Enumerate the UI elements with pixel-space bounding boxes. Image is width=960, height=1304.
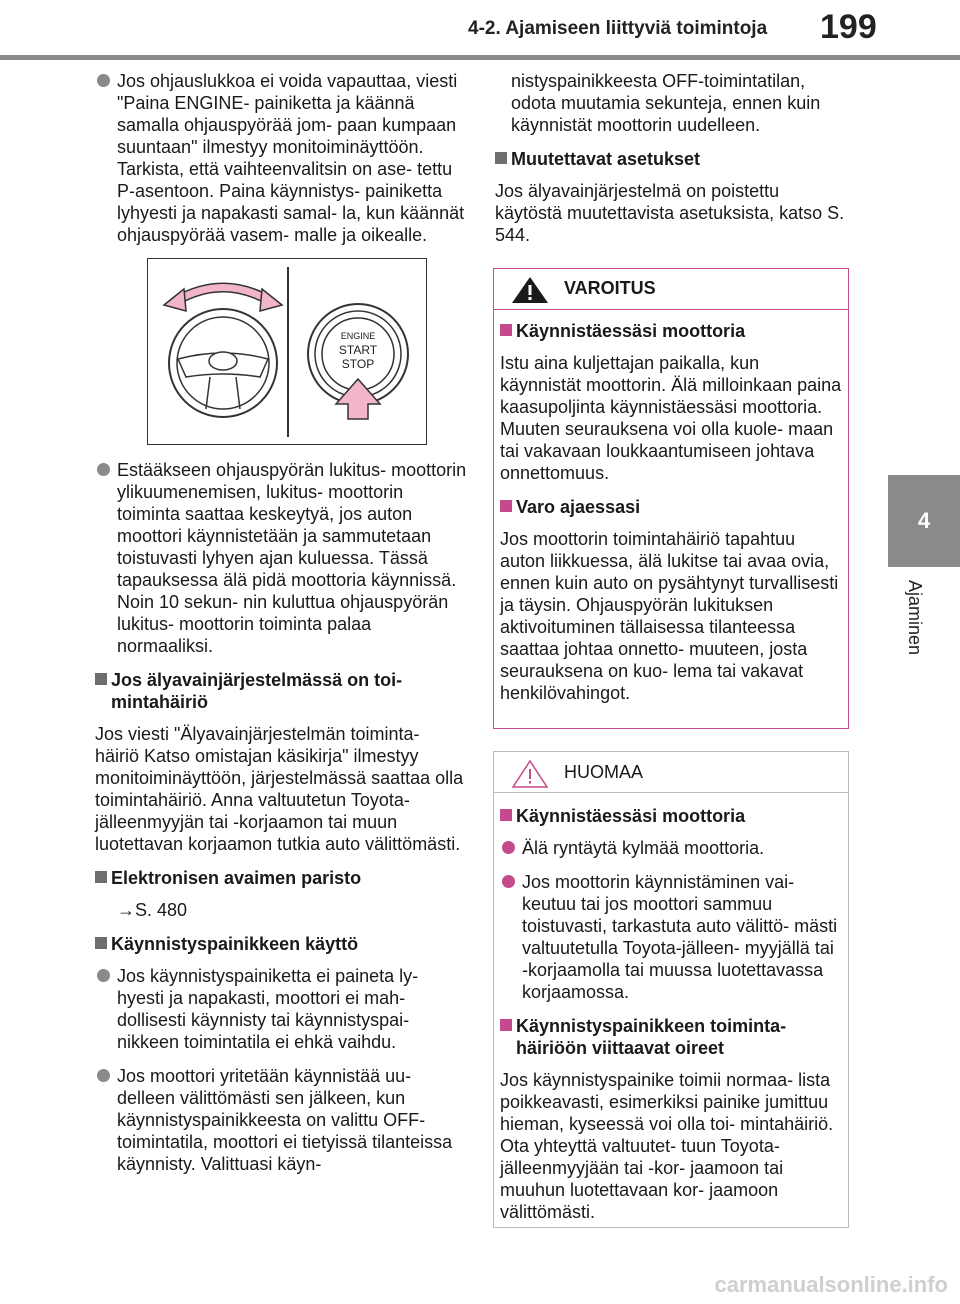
bullet-text: Jos käynnistyspainiketta ei paineta ly- hyesti ja napakasti, moottori ei mah- dollisesti käynnisty tai käynnistyspai- nikkeen toimintatila ei ehkä vaihdu. xyxy=(117,966,419,1052)
bullet-press-briefly xyxy=(95,965,467,1053)
button-label-start: START xyxy=(338,343,378,357)
heading-square-icon xyxy=(500,809,512,821)
bullet-steering-lock xyxy=(95,70,467,246)
steering-wheel-illustration xyxy=(148,259,426,444)
bullet-text: Älä ryntäytä kylmää moottoria. xyxy=(522,838,765,858)
bullet-dot-icon xyxy=(97,1069,110,1082)
bullet-text: Jos moottorin käynnistäminen vai- keutuu tai jos moottori sammuu toistuvasti, tarkastuta auto välittö- mästi valtuutetulla Toyota-jälleen- myyjällä tai -korjaamolla tai muussa luotettavassa korjaamossa. xyxy=(522,872,838,1002)
heading-square-icon xyxy=(500,1019,512,1031)
heading-text: Käynnistäessäsi moottoria xyxy=(516,321,746,341)
bullet-text-cont: Tarkista, että vaihteenvalitsin on ase- tettu P-asentoon. Paina käynnistys- painiketta lyhyesti ja napakasti samal- la, kun käännät ohjauspyörää vasem- malle ja oikealle. xyxy=(117,159,465,245)
warning-triangle-icon xyxy=(510,275,550,305)
warning-header xyxy=(494,269,848,310)
button-label-stop: STOP xyxy=(341,357,375,371)
caution-triangle-icon xyxy=(510,758,550,790)
chapter-label: Ajaminen xyxy=(905,580,925,656)
notice-bullet xyxy=(500,871,842,1003)
heading-text: Jos älyavainjärjestelmässä on toi- mintahäiriö xyxy=(111,670,403,712)
bullet-dot-icon xyxy=(502,875,515,888)
bullet-dot-icon xyxy=(97,74,110,87)
heading-text: Käynnistyspainikkeen käyttö xyxy=(111,934,359,954)
steering-figure xyxy=(147,258,427,445)
notice-heading-malfunction xyxy=(500,1015,842,1059)
heading-smart-key-malfunction xyxy=(95,669,467,713)
heading-text: Muutettavat asetukset xyxy=(511,149,701,169)
warning-heading-starting xyxy=(500,320,842,342)
section-title: 4-2. Ajamiseen liittyviä toimintoja xyxy=(468,18,768,39)
heading-start-button-use xyxy=(95,933,467,955)
bullet-text: Jos ohjauslukkoa ei voida vapauttaa, viesti "Paina ENGINE- painiketta ja käännä samalla ohjauspyörää jom- paan kumpaan suuntaan" ilmestyy monitoiminäyttöön. xyxy=(117,71,458,157)
bullet-text: Estääkseen ohjauspyörän lukitus- moottorin ylikuumenemisen, lukitus- moottorin toiminta saattaa keskeytyä, jos auton moottori käynnistetään ja sammutetaan toistuvasti lyhyen ajan kuluessa. Tässä tapauksessa älä pidä moottoria käynnissä. Noin 10 sekun- nin kuluttua ohjauspyörän lukitus- moottorin toiminta palaa normaaliksi. xyxy=(117,460,467,656)
heading-square-icon xyxy=(500,500,512,512)
button-label-engine: ENGINE xyxy=(340,331,376,341)
paragraph-smart-key: Jos viesti "Älyavainjärjestelmän toiminta- häiriö Katso omistajan käsikirja" ilmestyy monitoiminäyttöön, järjestelmässä saattaa olla toimintahäiriö. Anna valtuutetun Toyota-jälleenmyyjän tai -korjaamon tai muun luotettavan korjaamon tutkia auto välittömästi. xyxy=(95,724,464,854)
left-column xyxy=(95,70,467,1187)
right-column xyxy=(495,70,850,258)
bullet-restart xyxy=(95,1065,467,1175)
heading-text: Varo ajaessasi xyxy=(516,497,641,517)
bullet-dot-icon xyxy=(97,969,110,982)
warning-text: Jos moottorin toimintahäiriö tapahtuu auton liikkuessa, älä lukitse tai avaa ovia, ennen kuin auto on pysähtynyt turvallisesti ja täysin. Ohjauspyörän lukituksen aktivoituminen tällaisessa tilanteessa saattaa johtaa onnetto- muuteen, josta seurauksena on kuo- lema tai vakavat henkilövahingot. xyxy=(500,529,839,703)
warning-text: Istu aina kuljettajan paikalla, kun käynnistät moottorin. Älä milloinkaan paina kaasupoljinta käynnistäessäsi moottoria. xyxy=(500,353,842,417)
page-number: 199 xyxy=(820,8,877,46)
watermark: carmanualsonline.info xyxy=(714,1272,948,1297)
notice-body xyxy=(494,793,848,1223)
heading-text: Käynnistäessäsi moottoria xyxy=(516,806,746,826)
warning-title: VAROITUS xyxy=(564,278,656,298)
warning-body xyxy=(494,310,848,704)
notice-box xyxy=(493,751,849,1228)
heading-text: Käynnistyspainikkeen toiminta- häiriöön viittaavat oireet xyxy=(516,1016,787,1058)
warning-heading-driving xyxy=(500,496,842,518)
heading-square-icon xyxy=(95,871,107,883)
notice-text: Jos käynnistyspainike toimii normaa- lista poikkeavasti, esimerkiksi painike jumittuu hieman, kyseessä voi olla toi- mintahäiriö. Ota yhteyttä valtuutet- tuun Toyota-jälleenmyyjään tai -kor- jaamoon tai muuhun luotettavaan kor- jaamoon välittömästi. xyxy=(500,1070,834,1222)
continued-text: nistyspainikkeesta OFF-toimintatilan, odota muutamia sekunteja, ennen kuin käynnistät moottorin uudelleen. xyxy=(511,71,821,135)
header-rule xyxy=(0,55,960,60)
warning-text-cont: Muuten seurauksena voi olla kuole- maan tai vakavaan loukkaantumiseen johtava onnettomuus. xyxy=(500,419,834,483)
heading-square-icon xyxy=(95,673,107,685)
heading-square-icon xyxy=(95,937,107,949)
chapter-tab[interactable]: 4 xyxy=(888,475,960,567)
heading-key-battery xyxy=(95,867,467,889)
heading-square-icon xyxy=(495,152,507,164)
notice-heading-starting xyxy=(500,805,842,827)
notice-bullet xyxy=(500,837,842,859)
heading-text: Elektronisen avaimen paristo xyxy=(111,868,362,888)
heading-customizable-settings xyxy=(495,148,850,170)
notice-header xyxy=(494,752,848,793)
page-reference-link[interactable]: →S. 480 xyxy=(117,900,188,920)
bullet-dot-icon xyxy=(502,841,515,854)
bullet-text: Jos moottori yritetään käynnistää uu- delleen välittömästi sen jälkeen, kun käynnistyspainikkeesta on valittu OFF-toimintatila, moottori ei tietyissä tilanteissa käynnisty. Valittuasi käyn- xyxy=(117,1066,453,1174)
notice-title: HUOMAA xyxy=(564,762,644,782)
paragraph-settings: Jos älyavainjärjestelmä on poistettu käytöstä muutettavista asetuksista, katso S. 544. xyxy=(495,181,845,245)
bullet-dot-icon xyxy=(97,463,110,476)
heading-square-icon xyxy=(500,324,512,336)
warning-box xyxy=(493,268,849,729)
bullet-lock-motor xyxy=(95,459,467,657)
